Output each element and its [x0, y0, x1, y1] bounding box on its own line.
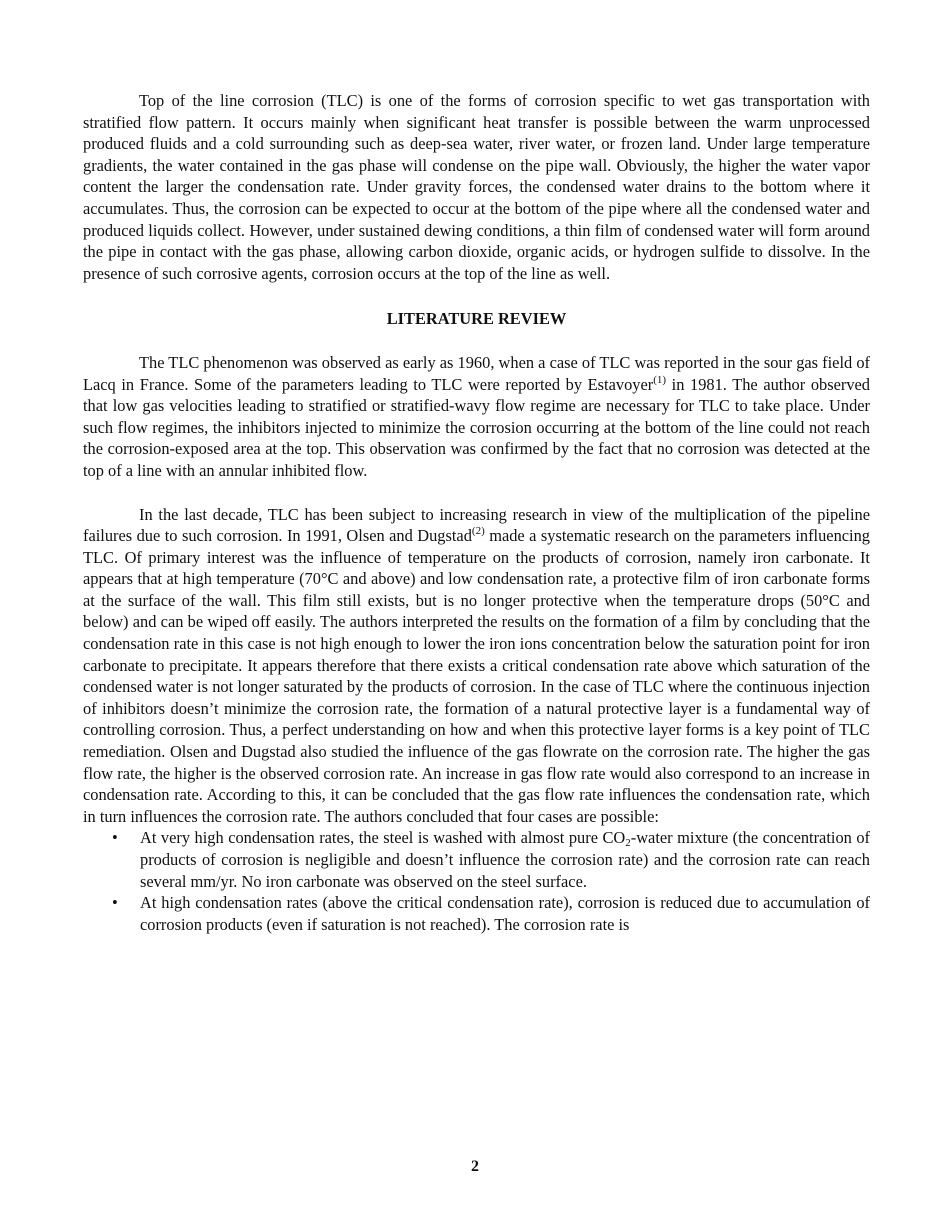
subscript: 2: [625, 837, 631, 850]
list-item: [83, 827, 870, 892]
section-heading: LITERATURE REVIEW: [386, 309, 567, 329]
reference-marker: (1): [653, 373, 667, 386]
list-item-text: At very high condensation rates, the steel is washed with almost pure CO: [140, 828, 626, 848]
document-page: [83, 90, 870, 935]
paragraph-text: In the last decade, TLC has been subject to increasing research in view of the multiplication of the pipeline failures due to such corrosion. In 1991, Olsen and Dugstad: [83, 504, 870, 546]
paragraph-text: made a systematic research on the parameters influencing TLC. Of primary interest was the influence of temperature on the products of corrosion, namely iron carbonate. It appears that at high temperature (70°C and above) and low condensation rate, a protective film of iron carbonate forms at the surface of the wall. This film still exists, but is no longer protective when the temperature drops (50°C and below) and can be wiped off easily. The authors interpreted the results on the formation of a film by concluding that the condensation rate in this case is not high enough to lower the iron ions concentration below the saturation point for iron carbonate to precipitate. It appears therefore that there exists a critical condensation rate above which saturation of the condensed water is not longer saturated by the products of corrosion. In the case of TLC where the continuous injection of inhibitors doesn’t minimize the corrosion rate, the formation of a natural protective layer is a fundamental way of controlling corrosion. Thus, a perfect understanding on how and when this protective layer forms is a key point of TLC remediation. Olsen and Dugstad also studied the influence of the gas flowrate on the corrosion rate. The higher the gas flow rate, the higher is the observed corrosion rate. An increase in gas flow rate would also correspond to an increase in condensation rate. According to this, it can be concluded that the gas flow rate influences the condensation rate, which in turn influences the corrosion rate. The authors concluded that four cases are possible:: [83, 526, 870, 826]
literature-paragraph-1: [83, 352, 870, 482]
bullet-marker: •: [112, 893, 118, 913]
literature-paragraph-2: [83, 504, 870, 828]
list-item: [83, 892, 870, 935]
list-item-text: At high condensation rates (above the critical condensation rate), corrosion is reduced due to accumulation of corrosion products (even if saturation is not reached). The corrosion rate is: [140, 893, 870, 934]
intro-paragraph: Top of the line corrosion (TLC) is one of the forms of corrosion specific to wet gas transportation with stratified flow pattern. It occurs mainly when significant heat transfer is possible between the warm unprocessed produced fluids and a cold surrounding such as deep-sea water, river water, or frozen land. Under large temperature gradients, the water contained in the gas phase will condense on the pipe wall. Obviously, the higher the water vapor content the larger the condensation rate. Under gravity forces, the condensed water drains to the bottom where it accumulates. Thus, the corrosion can be expected to occur at the bottom of the pipe where all the condensed water and produced liquids collect. However, under sustained dewing conditions, a thin film of condensed water will form around the pipe in contact with the gas phase, allowing carbon dioxide, organic acids, or hydrogen sulfide to dissolve. In the presence of such corrosive agents, corrosion occurs at the top of the line as well.: [83, 91, 870, 283]
paragraph-text: in 1981. The author observed that low gas velocities leading to stratified or stratified-wavy flow regime are necessary for TLC to take place. Under such flow regimes, the inhibitors injected to minimize the corrosion occurring at the bottom of the line could not reach the corrosion-exposed area at the top. This observation was confirmed by the fact that no corrosion was detected at the top of a line with an annular inhibited flow.: [83, 374, 870, 480]
paragraph-text: The TLC phenomenon was observed as early as 1960, when a case of TLC was reported in the sour gas field of Lacq in France. Some of the parameters leading to TLC were reported by Estavoyer: [83, 352, 870, 394]
page-number: 2: [471, 1158, 479, 1175]
list-item-text: -water mixture (the concentration of products of corrosion is negligible and doesn’t influence the corrosion rate) and the corrosion rate can reach several mm/yr. No iron carbonate was observed on the steel surface.: [140, 828, 871, 891]
reference-marker: (2): [471, 525, 485, 538]
case-list: [83, 827, 870, 935]
bullet-marker: •: [112, 828, 118, 848]
